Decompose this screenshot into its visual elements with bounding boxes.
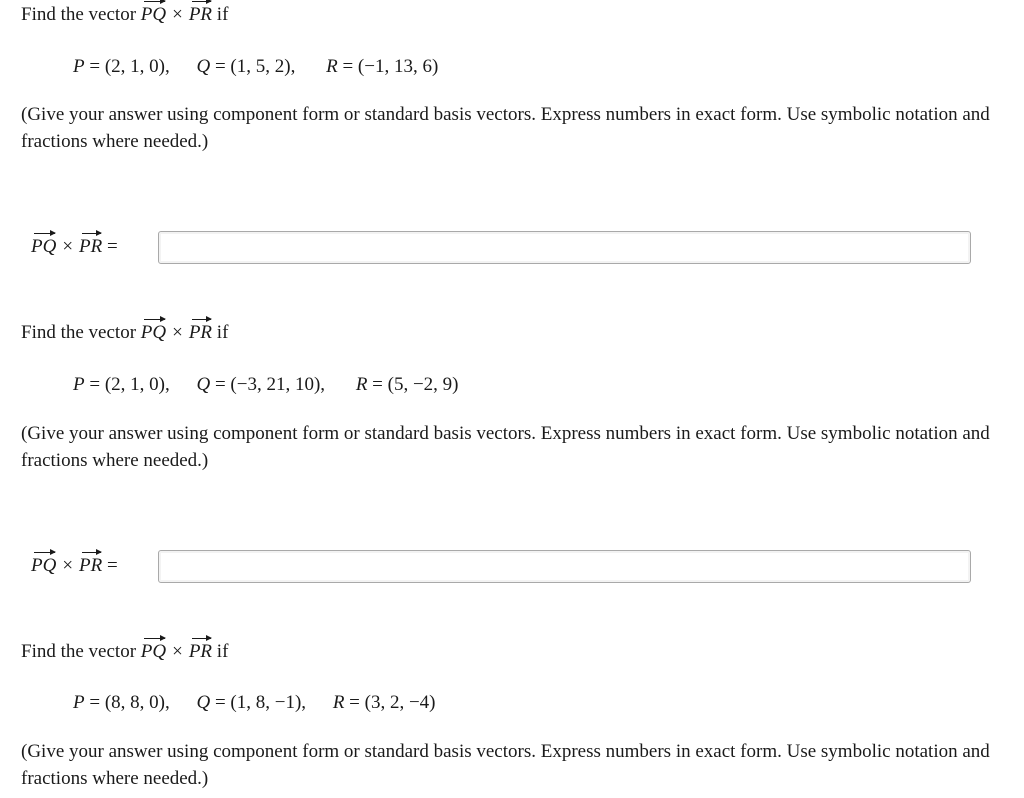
problem-1-points [73,55,438,79]
point-value: = (8, 8, 0), [89,692,170,713]
prompt-suffix: if [216,641,229,662]
point-value: = (−3, 21, 10), [214,374,326,395]
point-value: = (2, 1, 0), [89,56,170,77]
prompt-suffix: if [216,4,229,25]
point-label: Q [196,374,211,395]
point-value: = (2, 1, 0), [89,374,170,395]
point-r [333,691,436,715]
point-q [196,55,295,79]
problem-1-prompt [21,3,228,27]
point-p [73,691,170,715]
vector-pq: PQ [31,555,57,576]
point-label: P [73,56,85,77]
point-q [196,691,306,715]
cross-symbol: × [172,322,183,343]
cross-symbol: × [172,4,183,25]
point-value: = (1, 5, 2), [214,56,296,77]
vector-pr: PR [188,322,213,343]
point-label: Q [196,56,211,77]
problem-2-points [73,373,459,397]
point-label: P [73,374,85,395]
equals-sign: = [107,236,118,257]
vector-pq: PQ [140,322,167,343]
point-label: R [326,56,338,77]
prompt-prefix: Find the vector [21,641,137,662]
vector-pq: PQ [140,4,167,25]
vector-pr: PR [79,236,103,257]
prompt-suffix: if [216,322,229,343]
point-r [326,55,438,79]
point-value: = (−1, 13, 6) [342,56,439,77]
problem-2-answer-input[interactable] [158,550,971,583]
point-p [73,373,170,397]
point-r [356,373,459,397]
point-label: Q [196,692,211,713]
point-q [196,373,325,397]
problem-2-answer-label [31,554,118,578]
point-p [73,55,170,79]
vector-pq: PQ [31,236,57,257]
point-label: R [332,692,345,713]
problem-3-prompt [21,640,228,664]
vector-pq: PQ [140,641,167,662]
vector-pr: PR [188,641,213,662]
problem-3-points [73,691,436,715]
cross-symbol: × [62,555,74,576]
point-value: = (1, 8, −1), [214,692,307,713]
point-label: P [73,692,85,713]
problem-3-instructions: (Give your answer using component form or standard basis vectors. Express numbers in exact form. Use symbolic notation and fractions where needed.) [21,741,990,789]
cross-symbol: × [172,641,183,662]
prompt-prefix: Find the vector [21,322,137,343]
vector-pr: PR [188,4,213,25]
point-value: = (5, −2, 9) [372,374,459,395]
vector-pr: PR [79,555,103,576]
problem-1-answer-label [31,235,118,259]
point-value: = (3, 2, −4) [349,692,436,713]
point-label: R [355,374,368,395]
problem-2-instructions: (Give your answer using component form or standard basis vectors. Express numbers in exact form. Use symbolic notation and fractions where needed.) [21,423,990,471]
problem-2-prompt [21,321,228,345]
problem-1-answer-input[interactable] [158,231,971,264]
prompt-prefix: Find the vector [21,4,137,25]
equals-sign: = [107,555,118,576]
cross-symbol: × [62,236,74,257]
problem-1-instructions: (Give your answer using component form or standard basis vectors. Express numbers in exact form. Use symbolic notation and fractions where needed.) [21,104,990,152]
